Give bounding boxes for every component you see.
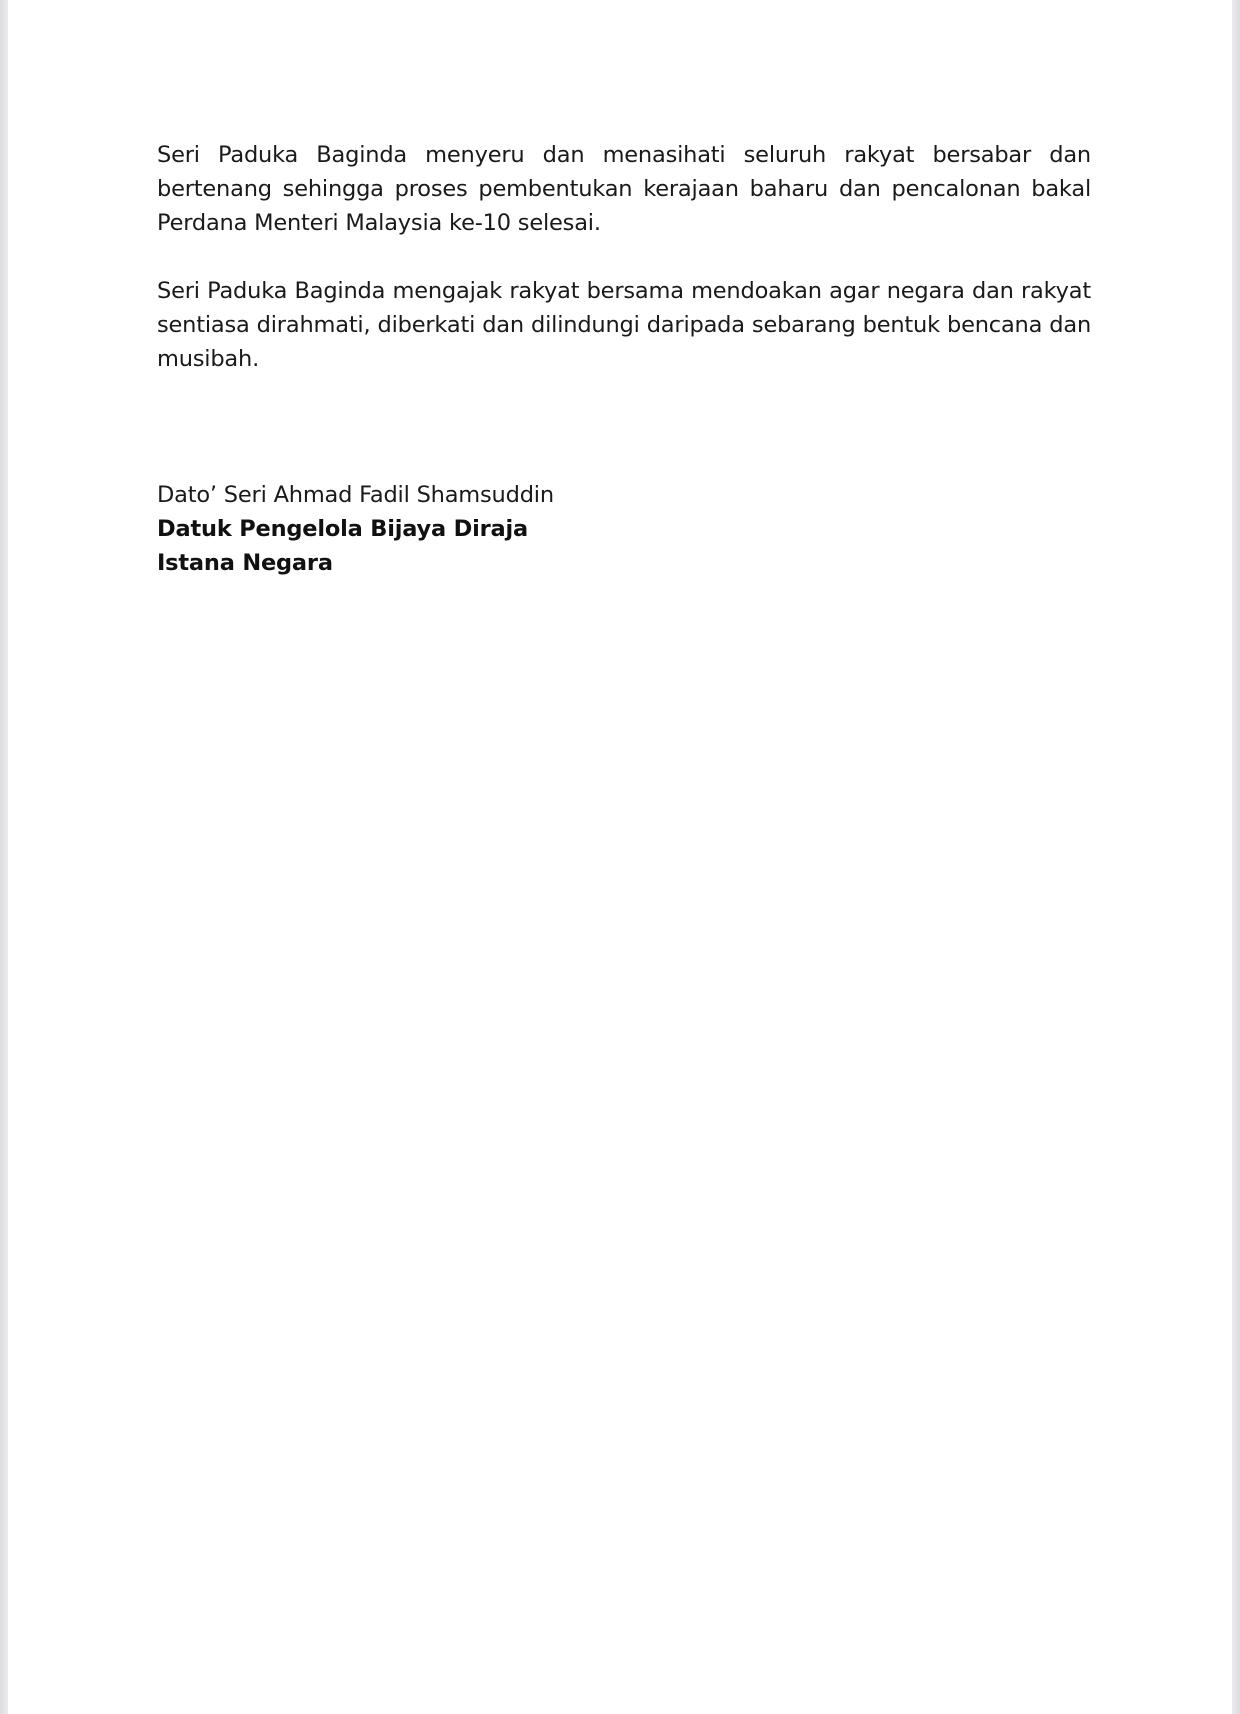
signatory-title: Datuk Pengelola Bijaya Diraja [157, 516, 528, 542]
page-edge-left [0, 0, 8, 1714]
paragraph-appeal-patience: Seri Paduka Baginda menyeru dan menasihati seluruh rakyat bersabar dan bertenang sehingga proses pembentukan kerajaan baharu dan pencalonan bakal Perdana Menteri Malaysia ke-10 selesai. [157, 142, 1091, 236]
document-body [157, 138, 1091, 580]
signatory-office: Istana Negara [157, 550, 333, 576]
signature-block [157, 478, 1091, 580]
page-edge-right [1232, 0, 1240, 1714]
signatory-name: Dato’ Seri Ahmad Fadil Shamsuddin [157, 482, 554, 508]
document-page [8, 0, 1232, 1714]
paragraph-prayer: Seri Paduka Baginda mengajak rakyat bersama mendoakan agar negara dan rakyat sentiasa dirahmati, diberkati dan dilindungi daripada sebarang bentuk bencana dan musibah. [157, 278, 1091, 372]
